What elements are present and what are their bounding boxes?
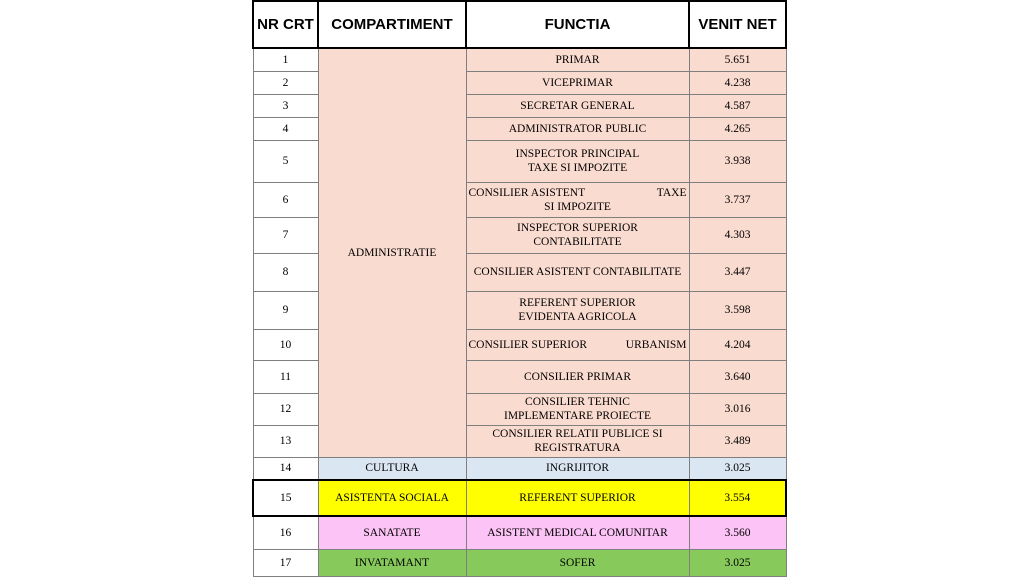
cell-functia — [466, 291, 689, 329]
cell-nr: 7 — [253, 217, 318, 253]
cell-venit: 4.265 — [689, 117, 786, 140]
table-row — [253, 549, 786, 576]
functia-line-2: IMPLEMENTARE PROIECTE — [504, 410, 651, 422]
functia-left: CONSILIER SUPERIOR — [468, 338, 588, 351]
cell-functia: INGRIJITOR — [466, 457, 689, 480]
cell-venit: 3.554 — [689, 480, 786, 516]
cell-nr: 15 — [253, 480, 318, 516]
functia-line-1: INSPECTOR SUPERIOR — [517, 222, 638, 234]
cell-nr: 6 — [253, 182, 318, 217]
functia-line-1 — [469, 186, 687, 200]
cell-venit: 4.303 — [689, 217, 786, 253]
cell-functia: REFERENT SUPERIOR — [466, 480, 689, 516]
cell-nr: 14 — [253, 457, 318, 480]
cell-nr: 10 — [253, 329, 318, 360]
functia-line-2: TAXE SI IMPOZITE — [527, 162, 628, 174]
cell-functia: ADMINISTRATOR PUBLIC — [466, 117, 689, 140]
cell-nr: 9 — [253, 291, 318, 329]
functia-line-1: INSPECTOR PRINCIPAL — [515, 148, 640, 160]
salary-table — [252, 0, 787, 577]
functia-line-2: REGISTRATURA — [534, 442, 621, 454]
cell-venit: 3.016 — [689, 393, 786, 425]
functia-line-2: EVIDENTA AGRICOLA — [518, 311, 637, 323]
functia-line-1-right: TAXE — [656, 186, 687, 199]
cell-venit: 3.737 — [689, 182, 786, 217]
cell-nr: 8 — [253, 253, 318, 291]
cell-compartment-cultura: CULTURA — [318, 457, 466, 480]
table-row — [253, 457, 786, 480]
table-row — [253, 480, 786, 516]
cell-venit: 4.204 — [689, 329, 786, 360]
cell-venit: 3.938 — [689, 140, 786, 182]
header-nr: NR CRT — [253, 1, 318, 48]
cell-functia: SECRETAR GENERAL — [466, 94, 689, 117]
cell-functia: CONSILIER PRIMAR — [466, 360, 689, 393]
cell-nr: 13 — [253, 425, 318, 457]
cell-functia — [466, 217, 689, 253]
cell-functia: VICEPRIMAR — [466, 71, 689, 94]
cell-venit: 3.560 — [689, 516, 786, 549]
cell-compartment-sanatate: SANATATE — [318, 516, 466, 549]
cell-nr: 12 — [253, 393, 318, 425]
functia-line — [469, 338, 687, 352]
cell-compartment-asistenta: ASISTENTA SOCIALA — [318, 480, 466, 516]
header-venit: VENIT NET — [689, 1, 786, 48]
cell-functia — [466, 425, 689, 457]
cell-venit: 4.238 — [689, 71, 786, 94]
functia-line-1: CONSILIER TEHNIC — [525, 396, 630, 408]
cell-nr: 11 — [253, 360, 318, 393]
cell-venit: 3.025 — [689, 549, 786, 576]
functia-line-1: CONSILIER RELATII PUBLICE SI — [492, 428, 663, 440]
cell-functia: PRIMAR — [466, 48, 689, 71]
cell-venit: 3.598 — [689, 291, 786, 329]
cell-functia: CONSILIER ASISTENT CONTABILITATE — [466, 253, 689, 291]
cell-functia — [466, 140, 689, 182]
cell-nr: 2 — [253, 71, 318, 94]
cell-functia — [466, 393, 689, 425]
functia-line-2: CONTABILITATE — [533, 236, 622, 248]
cell-venit: 3.640 — [689, 360, 786, 393]
cell-venit: 5.651 — [689, 48, 786, 71]
header-compartiment: COMPARTIMENT — [318, 1, 466, 48]
functia-line-2: SI IMPOZITE — [544, 200, 611, 213]
header-row — [253, 1, 786, 48]
cell-nr: 17 — [253, 549, 318, 576]
cell-functia — [466, 329, 689, 360]
cell-nr: 4 — [253, 117, 318, 140]
cell-venit: 3.025 — [689, 457, 786, 480]
cell-venit: 3.489 — [689, 425, 786, 457]
cell-venit: 3.447 — [689, 253, 786, 291]
table-row — [253, 48, 786, 71]
cell-nr: 1 — [253, 48, 318, 71]
cell-nr: 3 — [253, 94, 318, 117]
cell-functia — [466, 182, 689, 217]
header-functia: FUNCTIA — [466, 1, 689, 48]
cell-functia: ASISTENT MEDICAL COMUNITAR — [466, 516, 689, 549]
cell-compartment-administratie: ADMINISTRATIE — [318, 48, 466, 457]
cell-nr: 16 — [253, 516, 318, 549]
functia-line-1-left: CONSILIER ASISTENT — [468, 186, 586, 199]
cell-functia: SOFER — [466, 549, 689, 576]
cell-nr: 5 — [253, 140, 318, 182]
cell-compartment-invatamant: INVATAMANT — [318, 549, 466, 576]
functia-right: URBANISM — [625, 338, 687, 351]
table-row — [253, 516, 786, 549]
functia-line-1: REFERENT SUPERIOR — [519, 297, 636, 309]
cell-venit: 4.587 — [689, 94, 786, 117]
